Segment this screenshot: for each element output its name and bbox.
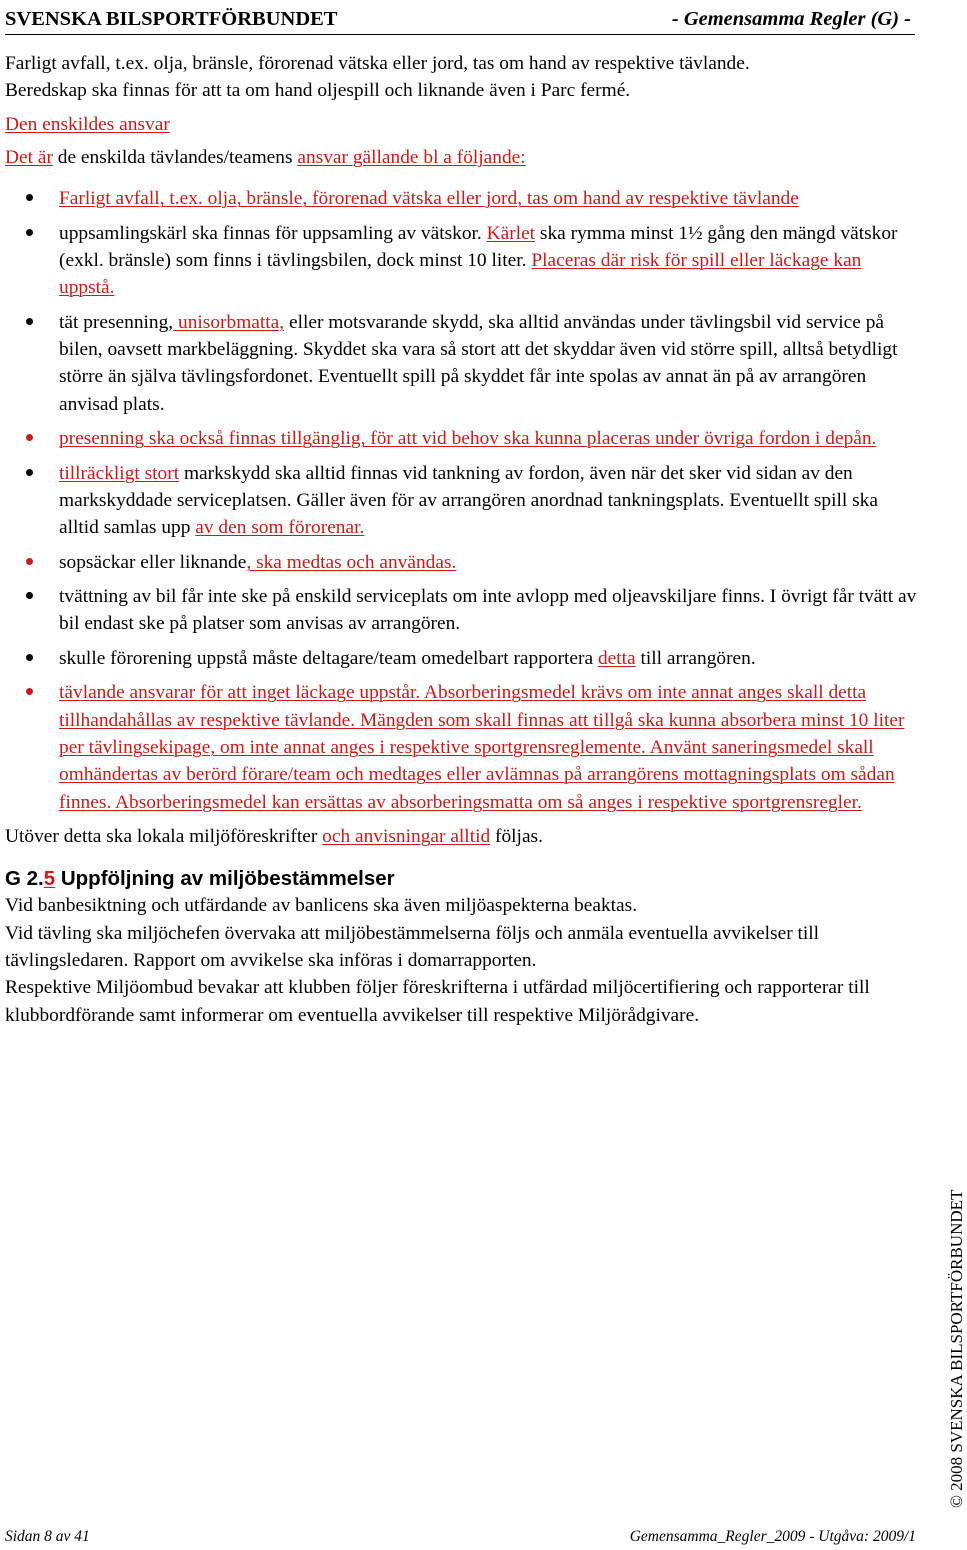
bullet-text-red: presenning ska också finnas tillgänglig, för att vid behov ska kunna placeras under övriga fordon i depån. — [59, 428, 877, 450]
list-item — [5, 185, 917, 212]
header-title: SVENSKA BILSPORTFÖRBUNDET — [5, 8, 338, 30]
bullet-icon — [26, 592, 33, 599]
bullet-text: Farligt avfall, t.ex. olja, bränsle, förorenad vätska eller jord, tas om hand av respektive tävlande — [59, 188, 799, 210]
bullet-text: markskydd ska alltid finnas vid tankning av fordon, även när det sker vid sidan av den markskyddade serviceplatsen. Gäller även för av arrangören anordnad tankningsplats. Eventuellt spill ska alltid samlas upp — [59, 462, 878, 539]
bullet-text-red: , ska medtas och användas. — [246, 551, 457, 573]
lead-red-2: ansvar gällande bl a följande: — [297, 146, 526, 168]
list-item — [5, 679, 917, 815]
bullet-text-red: Kärlet — [486, 222, 536, 244]
list-item — [5, 460, 917, 542]
lead-red-1: Det är — [5, 146, 53, 168]
subheading: Den enskildes ansvar — [5, 113, 170, 135]
bullet-icon — [26, 318, 33, 325]
lead-plain: de enskilda tävlandes/teamens — [52, 146, 298, 168]
section-paragraph-1: Vid banbesiktning och utfärdande av banlicens ska även miljöaspekterna beaktas. — [5, 895, 638, 917]
section-paragraph-3: Respektive Miljöombud bevakar att klubben följer föreskrifterna i utfärdad miljöcertifiering och rapporterar till klubbordförande samt informerar om eventuella avvikelser till respektive Miljörådgivare. — [5, 977, 870, 1026]
bullet-text: tät presenning, — [59, 311, 174, 333]
section-heading — [5, 866, 917, 892]
list-item — [5, 309, 917, 418]
list-item — [5, 645, 917, 672]
header-section: - Gemensamma Regler (G) - — [671, 8, 911, 30]
lead-text — [5, 144, 917, 171]
bullet-text: eller motsvarande skydd, ska alltid användas under tävlingsbil vid service på bilen, oavsett markbeläggning. Skyddet ska vara så stort att det skyddar även vid större spill, alltså betydligt större än själva tävlingsfordonet. Eventuellt spill på skyddet får inte spolas av annat än på av arrangören anvisad plats. — [59, 311, 898, 415]
page-footer — [5, 1528, 920, 1550]
bullet-text: tvättning av bil får inte ske på enskild serviceplats om inte avlopp med oljeavskiljare finns. I övrigt får tvätt av bil endast ske på platser som anvisas av arrangören. — [59, 586, 917, 635]
section-title: Uppföljning av miljöbestämmelser — [55, 867, 395, 891]
bullet-text: uppsamlingskärl ska finnas för uppsamling av vätskor. — [59, 222, 487, 244]
after-list-text — [5, 823, 917, 850]
bullet-text: skulle förorening uppstå måste deltagare/team omedelbart rapportera — [59, 647, 598, 669]
after-plain: Utöver detta ska lokala miljöföreskrifter — [5, 826, 323, 848]
bullet-icon — [26, 558, 33, 565]
bullet-text: till arrangören. — [635, 647, 756, 669]
bullet-icon — [26, 654, 33, 661]
after-red: och anvisningar alltid — [322, 826, 491, 848]
section-prefix: G 2. — [5, 867, 44, 891]
after-plain-end: följas. — [490, 826, 543, 848]
bullet-text: sopsäckar eller liknande — [59, 551, 247, 573]
list-item — [5, 220, 917, 302]
responsibility-list — [5, 185, 917, 816]
bullet-text-red: tävlande ansvarar för att inget läckage uppstår. Absorberingsmedel krävs om inte annat anges skall detta tillhandahållas av respektive tävlande. Mängden som skall finnas att tillgå ska kunna absorbera minst 10 liter per tävlingsekipage, om inte annat anges i respektive sportgrensreglemente. Använt saneringsmedel skall omhändertas av berörd förare/team och medtages eller avlämnas på arrangörens mottagningsplats om sådan finnes. Absorberingsmedel kan ersättas av absorberingsmatta om så anges i respektive sportgrensregler. — [59, 682, 905, 813]
document-version: Gemensamma_Regler_2009 - Utgåva: 2009/1 — [629, 1528, 916, 1545]
list-item — [5, 549, 917, 576]
bullet-text: ska rymma minst 1½ gång den mängd vätskor (exkl. bränsle) som finns i tävlingsbilen, dock minst 10 liter. — [59, 222, 898, 271]
bullet-text-red: Placeras där risk för spill eller läckage kan uppstå. — [59, 249, 862, 299]
bullet-icon — [26, 469, 33, 476]
page-number: Sidan 8 av 41 — [5, 1528, 90, 1545]
document-body — [5, 50, 917, 1029]
list-item — [5, 583, 917, 638]
section-paragraph-2: Vid tävling ska miljöchefen övervaka att miljöbestämmelserna följs och anmäla eventuella avvikelser till tävlingsledaren. Rapport om avvikelse ska införas i domarrapporten. — [5, 922, 820, 971]
intro-line-2: Beredskap ska finnas för att ta om hand oljespill och liknande även i Parc fermé. — [5, 80, 631, 102]
bullet-icon — [26, 229, 33, 236]
bullet-icon — [26, 194, 33, 201]
bullet-icon — [26, 434, 33, 441]
intro-line-1: Farligt avfall, t.ex. olja, bränsle, förorenad vätska eller jord, tas om hand av respektive tävlande. — [5, 53, 750, 74]
bullet-text-red: tillräckligt stort — [59, 462, 180, 484]
copyright-text: © 2008 SVENSKA BILSPORTFÖRBUNDET — [947, 1189, 966, 1508]
section-number: 5 — [43, 867, 56, 891]
page-header — [5, 4, 915, 35]
bullet-text-red: detta — [597, 647, 636, 669]
bullet-text-red: av den som förorenar. — [195, 517, 365, 539]
list-item — [5, 425, 917, 452]
bullet-icon — [26, 688, 33, 695]
bullet-text-red: unisorbmatta, — [173, 311, 285, 333]
